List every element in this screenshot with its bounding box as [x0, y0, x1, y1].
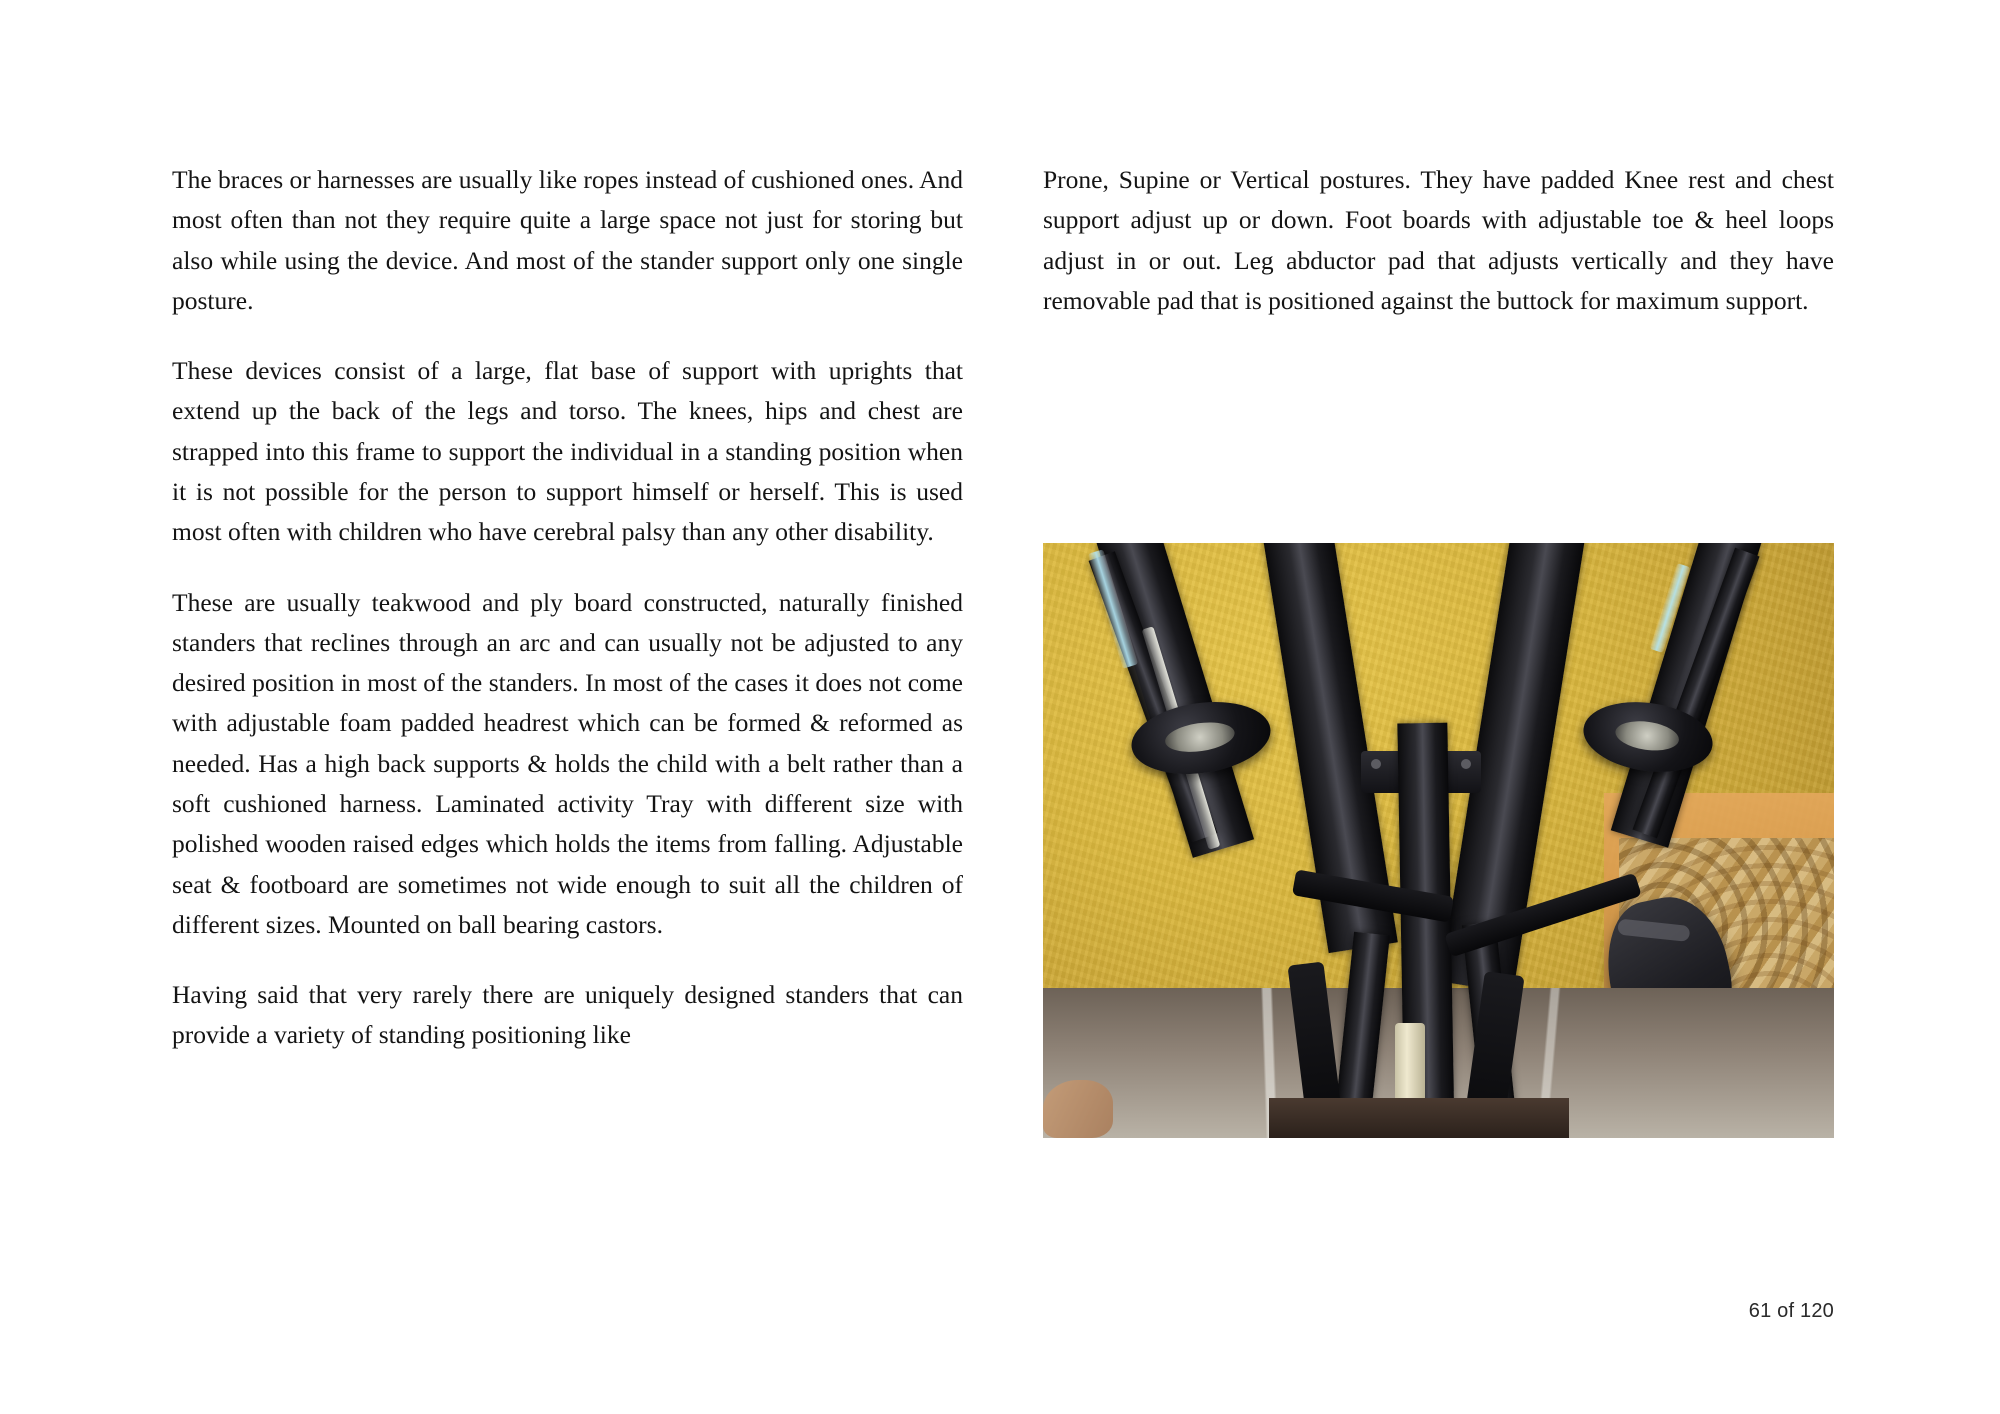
paragraph: Prone, Supine or Vertical postures. They have padded Knee rest and chest support adjust up or down. Foot boards with adjustable toe & heel loops adjust in or out. Leg abductor pad that adjusts vertically and they have removable pad that is positioned against the buttock for maximum support. [1043, 165, 1834, 315]
paragraph: These are usually teakwood and ply board constructed, naturally finished standers that reclines through an arc and can usually not be adjusted to any desired position in most of the standers. In most of the cases it does not come with adjustable foam padded headrest which can be formed & reformed as needed. Has a high back supports & holds the child with a belt rather than a soft cushioned harness. Laminated activity Tray with different size with polished wooden raised edges which holds the items from falling. Adjustable seat & footboard are sometimes not wide enough to suit all the children of different sizes. Mounted on ball bearing castors. [172, 587, 963, 939]
photo-content [1043, 543, 1834, 1138]
stander-photograph [1043, 543, 1834, 1138]
page-columns [172, 160, 1834, 1138]
right-column [1043, 160, 1834, 1138]
left-column [172, 160, 963, 1138]
paragraph: The braces or harnesses are usually like ropes instead of cushioned ones. And most often than not they require quite a large space not just for storing but also while using the device. And most of the stander support only one single posture. [172, 165, 963, 315]
page-number: 61 of 120 [1748, 1300, 1834, 1322]
paragraph: Having said that very rarely there are uniquely designed standers that can provide a variety of standing positioning like [172, 980, 963, 1050]
base-plate [1269, 1098, 1569, 1138]
paragraph: These devices consist of a large, flat base of support with uprights that extend up the back of the legs and torso. The knees, hips and chest are strapped into this frame to support the individual in a standing position when it is not possible for the person to support himself or herself. This is used most often with children who have cerebral palsy than any other disability. [172, 356, 963, 547]
hand [1043, 1080, 1113, 1138]
